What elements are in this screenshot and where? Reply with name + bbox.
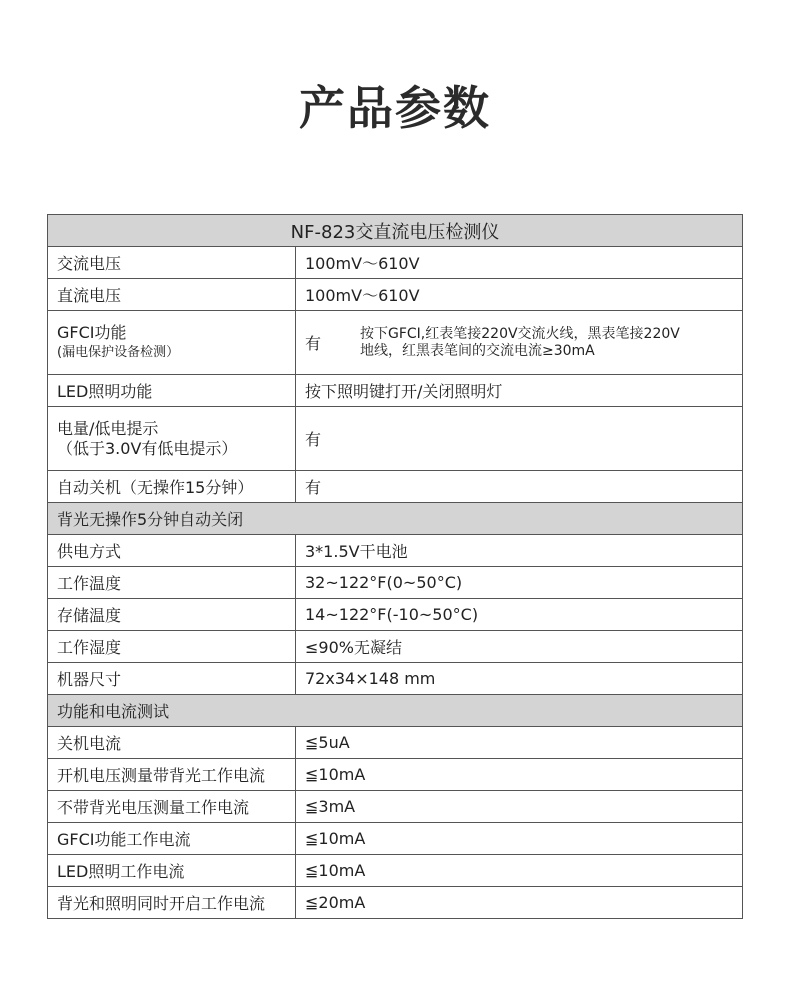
row-value-short: 有 <box>305 334 322 353</box>
table-header-row <box>48 215 743 247</box>
row-value: 14~122°F(-10~50°C) <box>296 599 743 631</box>
row-label: 工作温度 <box>48 567 296 599</box>
table-row <box>48 791 743 823</box>
section-title: 功能和电流测试 <box>48 695 743 727</box>
row-value: 有 <box>296 407 743 471</box>
row-value: 100mV～610V <box>296 247 743 279</box>
row-value: ≦10mA <box>296 823 743 855</box>
row-value: ≤90%无凝结 <box>296 631 743 663</box>
spec-table <box>47 214 743 919</box>
row-value-detail: 按下GFCI,红表笔接220V交流火线，黑表笔接220V地线，红黑表笔间的交流电流≥30mA <box>360 325 680 359</box>
row-label: 关机电流 <box>48 727 296 759</box>
table-row <box>48 247 743 279</box>
row-value: ≦10mA <box>296 855 743 887</box>
row-value: ≦3mA <box>296 791 743 823</box>
row-label <box>48 407 296 471</box>
page-title: 产品参数 <box>299 81 491 135</box>
row-value: 72x34×148 mm <box>296 663 743 695</box>
table-row <box>48 855 743 887</box>
table-row <box>48 279 743 311</box>
row-label: 自动关机（无操作15分钟） <box>48 471 296 503</box>
row-label: 背光和照明同时开启工作电流 <box>48 887 296 919</box>
row-label: 直流电压 <box>48 279 296 311</box>
table-row <box>48 599 743 631</box>
row-value: ≦10mA <box>296 759 743 791</box>
table-row <box>48 471 743 503</box>
row-label-sub: （低于3.0V有低电提示） <box>57 438 238 458</box>
table-row <box>48 823 743 855</box>
table-header: NF-823交直流电压检测仪 <box>48 215 743 247</box>
row-value: 32~122°F(0~50°C) <box>296 567 743 599</box>
row-value: ≦5uA <box>296 727 743 759</box>
row-label: GFCI功能工作电流 <box>48 823 296 855</box>
table-row <box>48 887 743 919</box>
row-label-sub: (漏电保护设备检测） <box>57 344 180 360</box>
table-row <box>48 567 743 599</box>
row-value: 按下照明键打开/关闭照明灯 <box>296 375 743 407</box>
row-label-main: GFCI功能 <box>57 322 127 342</box>
row-value: 有 <box>296 471 743 503</box>
table-row <box>48 375 743 407</box>
row-label: 不带背光电压测量工作电流 <box>48 791 296 823</box>
row-value: ≦20mA <box>296 887 743 919</box>
row-label: LED照明功能 <box>48 375 296 407</box>
section-row <box>48 695 743 727</box>
section-row <box>48 503 743 535</box>
table-row <box>48 663 743 695</box>
table-row <box>48 759 743 791</box>
row-label: LED照明工作电流 <box>48 855 296 887</box>
section-title: 背光无操作5分钟自动关闭 <box>48 503 743 535</box>
row-label <box>48 311 296 375</box>
table-row <box>48 407 743 471</box>
row-value: 3*1.5V干电池 <box>296 535 743 567</box>
row-label: 机器尺寸 <box>48 663 296 695</box>
row-label: 开机电压测量带背光工作电流 <box>48 759 296 791</box>
table-row <box>48 311 743 375</box>
table-row <box>48 727 743 759</box>
row-label-main: 电量/低电提示 <box>57 418 159 438</box>
table-row <box>48 631 743 663</box>
row-label: 供电方式 <box>48 535 296 567</box>
row-label: 存储温度 <box>48 599 296 631</box>
row-label: 交流电压 <box>48 247 296 279</box>
table-row <box>48 535 743 567</box>
row-value: 100mV～610V <box>296 279 743 311</box>
row-label: 工作湿度 <box>48 631 296 663</box>
row-value <box>296 311 743 375</box>
